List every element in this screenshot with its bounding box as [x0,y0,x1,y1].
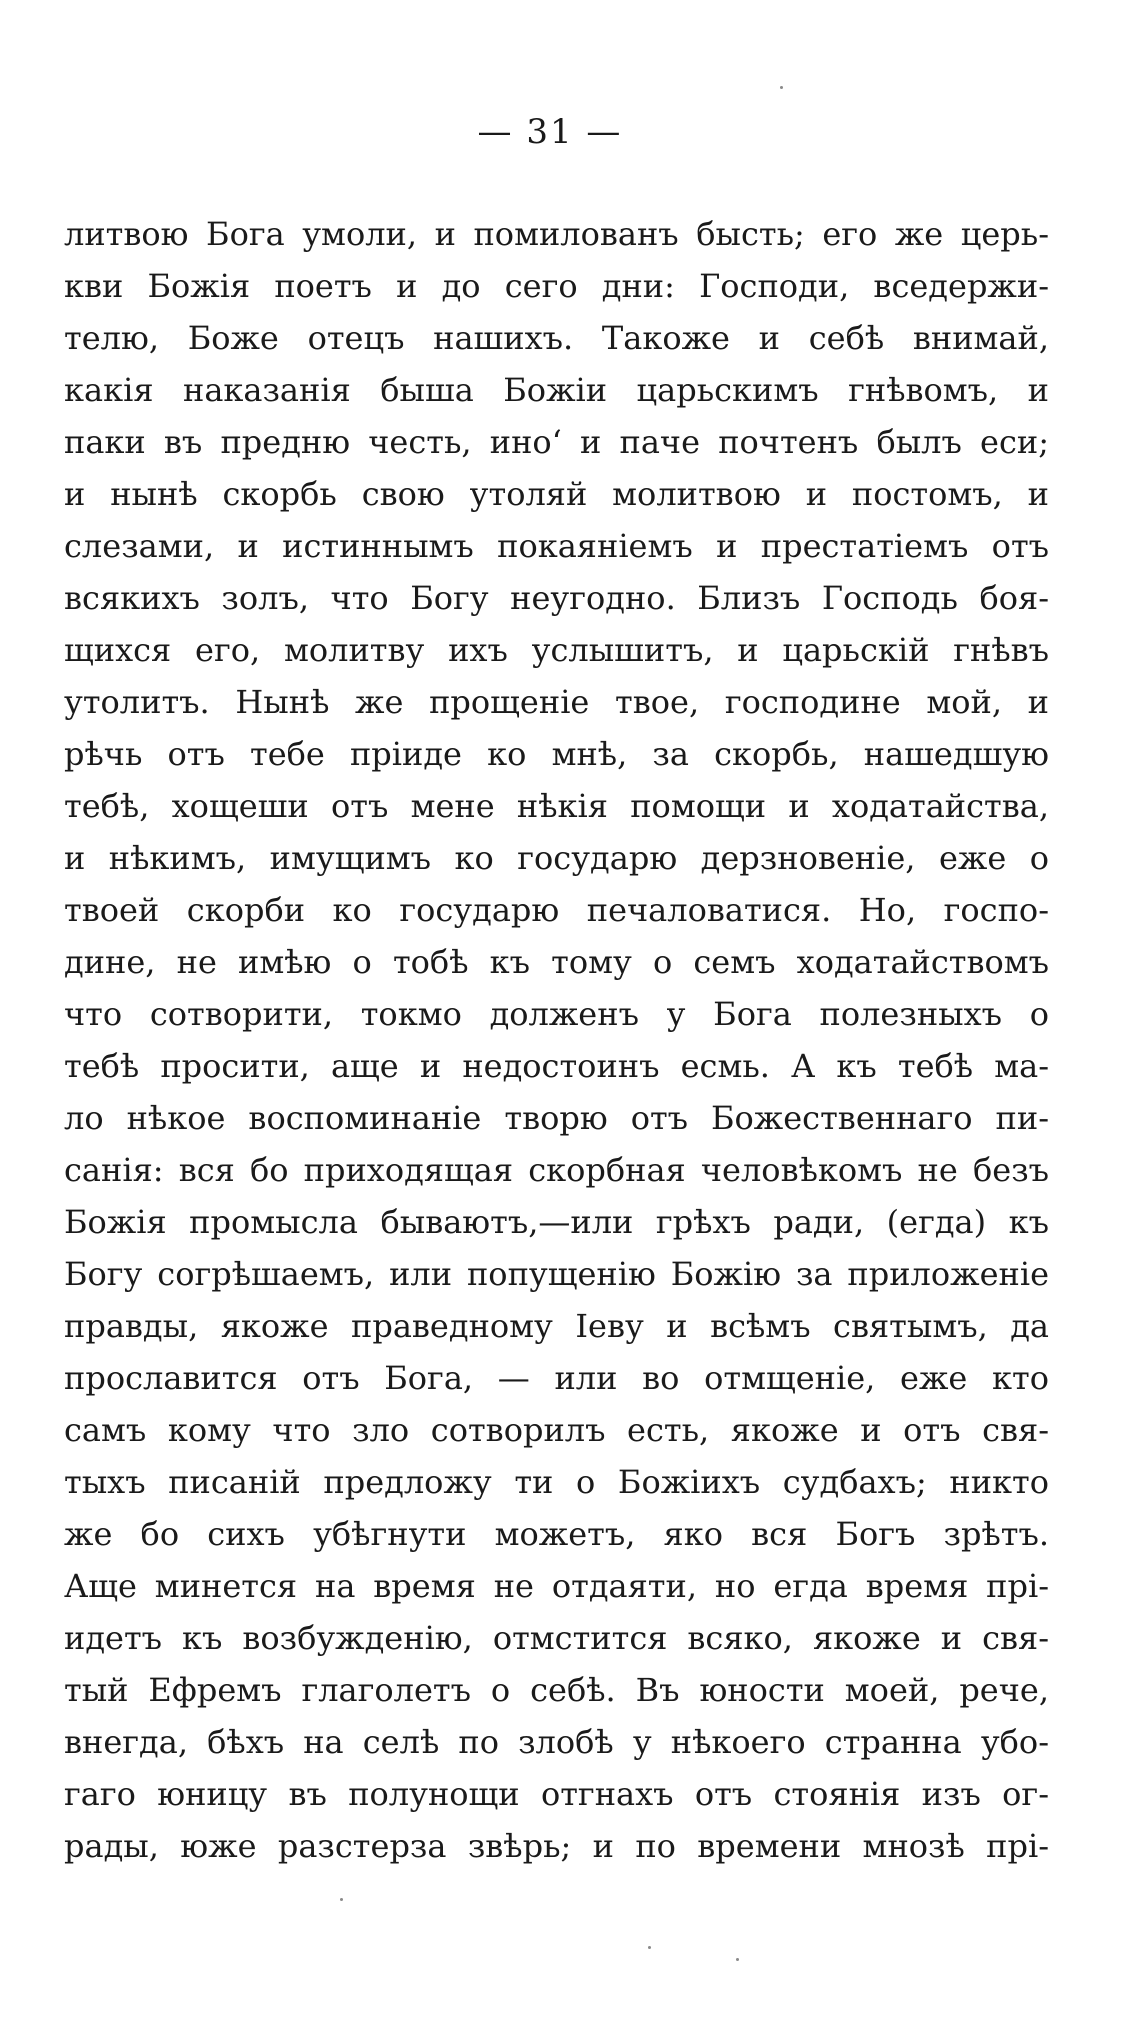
text-line: ло нѣкое воспоминаніе творю отъ Божественнаго пи- [64,1099,1049,1137]
text-line: Богу согрѣшаемъ, или попущенію Божію за приложеніе [64,1255,1049,1293]
text-line: прославится отъ Бога, — или во отмщеніе, еже кто [64,1359,1049,1397]
body-text [64,208,1049,1872]
text-line: санія: вся бо приходящая скорбная человѣкомъ не безъ [64,1151,1049,1189]
text-line: Божія промысла бываютъ,—или грѣхъ ради, (егда) къ [64,1203,1049,1241]
text-line: твоей скорби ко государю печаловатися. Но, госпо- [64,891,1049,929]
scan-speck [736,1958,739,1961]
text-line: тыхъ писаній предложу ти о Божіихъ судбахъ; никто [64,1463,1049,1501]
text-line: литвою Бога умоли, и помилованъ бысть; его же церь- [64,215,1049,253]
text-line: всякихъ золъ, что Богу неугодно. Близъ Господь боя- [64,579,1049,617]
text-line: паки въ предню честь, ино‘ и паче почтенъ былъ еси; [64,423,1049,461]
text-line: тый Ефремъ глаголетъ о себѣ. Въ юности моей, рече, [64,1671,1049,1709]
text-line: щихся его, молитву ихъ услышитъ, и царьскій гнѣвъ [64,631,1049,669]
text-line: внегда, бѣхъ на селѣ по злобѣ у нѣкоего странна убо- [64,1723,1049,1761]
text-line: и нѣкимъ, имущимъ ко государю дерзновеніе, еже о [64,839,1049,877]
text-line: идетъ къ возбужденію, отмстится всяко, якоже и свя- [64,1619,1049,1657]
text-line: рѣчь отъ тебе пріиде ко мнѣ, за скорбь, нашедшую [64,735,1049,773]
text-line: правды, якоже праведному Іеву и всѣмъ святымъ, да [64,1307,1049,1345]
text-line: и нынѣ скорбь свою утоляй молитвою и постомъ, и [64,475,1049,513]
scan-speck [340,1898,343,1901]
text-line: дине, не имѣю о тобѣ къ тому о семъ ходатайствомъ [64,943,1049,981]
text-line: самъ кому что зло сотворилъ есть, якоже и отъ свя- [64,1411,1049,1449]
text-line: тебѣ, хощеши отъ мене нѣкія помощи и ходатайства, [64,787,1049,825]
text-line: гаго юницу въ полунощи отгнахъ отъ стоянія изъ ог- [64,1775,1049,1813]
text-line: какія наказанія быша Божіи царьскимъ гнѣвомъ, и [64,371,1049,409]
scan-speck [648,1946,651,1949]
text-line: слезами, и истиннымъ покаяніемъ и престатіемъ отъ [64,527,1049,565]
text-line: кви Божія поетъ и до сего дни: Господи, вседержи- [64,267,1049,305]
scan-speck [780,86,783,89]
page-number: — 31 — [477,112,623,152]
text-line: рады, юже разстерза звѣрь; и по времени мнозѣ прі- [64,1827,1049,1865]
text-line: телю, Боже отецъ нашихъ. Такоже и себѣ внимай, [64,319,1049,357]
text-line: тебѣ просити, аще и недостоинъ есмь. А къ тебѣ ма- [64,1047,1049,1085]
text-line: же бо сихъ убѣгнути можетъ, яко вся Богъ зрѣтъ. [64,1515,1049,1553]
text-line: утолитъ. Нынѣ же прощеніе твое, господине мой, и [64,683,1049,721]
text-line: что сотворити, токмо долженъ у Бога полезныхъ о [64,995,1049,1033]
text-line: Аще минется на время не отдаяти, но егда время прі- [64,1567,1049,1605]
